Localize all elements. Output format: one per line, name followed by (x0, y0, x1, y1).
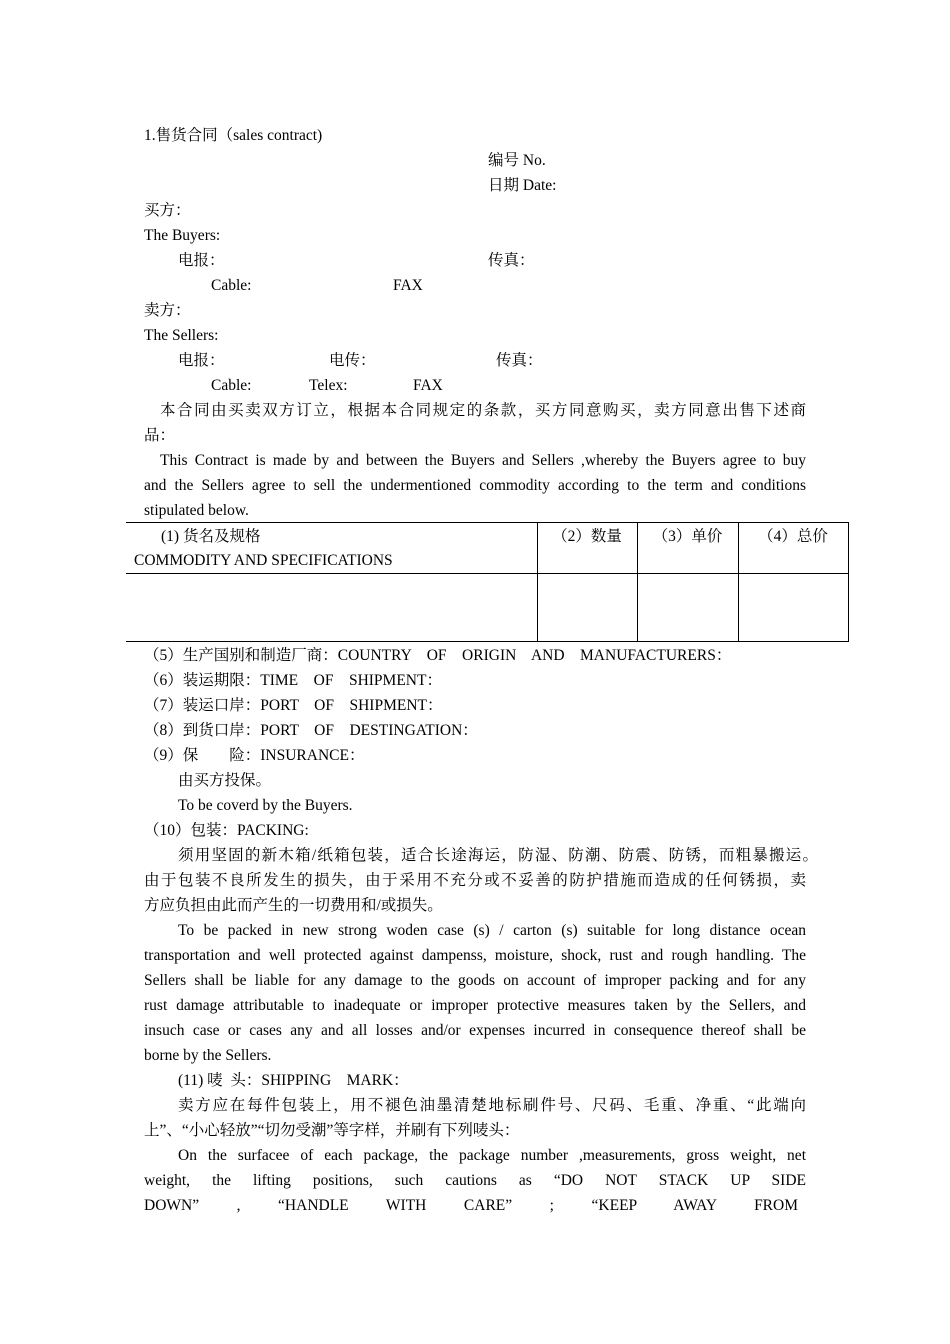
sellers-cable-en: Cable: (211, 377, 252, 394)
sellers-telegram-cn: 电报： (178, 352, 225, 369)
clause-10-cn-line-1: 须用坚固的新木箱/纸箱包装，适合长途海运，防湿、防潮、防震、防锈，而粗暴搬运。 (178, 847, 818, 864)
buyers-telegram-cn: 电报： (178, 252, 225, 269)
contract-title: 1.售货合同（sales contract) (144, 127, 323, 144)
clause-10-en-line-6: borne by the Sellers. (144, 1047, 272, 1064)
clause-10-en-line-1: To be packed in new strong woden case (s) / carton (s) suitable for long distance ocean (178, 922, 806, 939)
clause-9-text-en: To be coverd by the Buyers. (178, 797, 353, 814)
intro-en-line-2: and the Sellers agree to sell the undermentioned commodity according to the term and conditions (144, 477, 806, 494)
unit-price-header-cell (637, 523, 738, 574)
clause-8-port-destination: （8）到货口岸：PORT OF DESTINGATION： (144, 722, 478, 739)
clause-10-cn-line-2: 由于包装不良所发生的损失，由于采用不充分或不妥善的防护措施而造成的任何锈损，卖 (144, 872, 806, 889)
clause-9-text-cn: 由买方投保。 (178, 772, 272, 789)
total-price-header-cell (738, 523, 848, 574)
clause-11-en-line-2: weight, the lifting positions, such cautions as “DO NOT STACK UP SIDE (144, 1172, 806, 1189)
buyers-fax-en: FAX (393, 277, 423, 294)
contract-date-label: 日期 Date: (488, 177, 557, 194)
total-price-header: （4）总价 (758, 528, 828, 545)
clause-11-shipping-mark: (11) 唛 头：SHIPPING MARK： (178, 1072, 409, 1089)
intro-en-line-3: stipulated below. (144, 502, 249, 519)
clause-10-en-line-4: rust damage attributable to inadequate or improper protective measures taken by the Sellers, and (144, 997, 806, 1014)
sellers-fax-cn: 传真： (496, 352, 543, 369)
unit-price-cell[interactable] (637, 574, 738, 642)
commodity-table (126, 522, 849, 642)
quantity-header-cell (537, 523, 637, 574)
clause-10-en-line-5: insuch case or cases any and all losses and/or expenses incurred in consequence thereof shall be (144, 1022, 806, 1039)
sellers-label-cn: 卖方： (144, 302, 191, 319)
unit-price-header: （3）单价 (652, 528, 723, 545)
intro-cn-line-1: 本合同由买卖双方订立，根据本合同规定的条款，买方同意购买，卖方同意出售下述商 (160, 402, 806, 419)
commodity-cell[interactable] (126, 574, 537, 642)
buyers-cable-en: Cable: (211, 277, 252, 294)
clause-10-cn-line-3: 方应负担由此而产生的一切费用和/或损失。 (144, 897, 443, 914)
clause-5-origin: （5）生产国别和制造厂商：COUNTRY OF ORIGIN AND MANUFACTURERS： (144, 647, 732, 664)
sellers-label-en: The Sellers: (144, 327, 219, 344)
clause-9-insurance: （9）保 险：INSURANCE： (144, 747, 365, 764)
intro-en-line-1: This Contract is made by and between the Buyers and Sellers ,whereby the Buyers agree to buy (160, 452, 806, 469)
quantity-cell[interactable] (537, 574, 637, 642)
intro-cn-line-2: 品： (144, 427, 176, 444)
buyers-label-en: The Buyers: (144, 227, 221, 244)
clause-6-shipment-time: （6）装运期限：TIME OF SHIPMENT： (144, 672, 442, 689)
clause-11-cn-line-1: 卖方应在每件包装上，用不褪色油墨清楚地标刷件号、尺码、毛重、净重、“此端向 (178, 1097, 806, 1114)
commodity-header-cn: (1) 货名及规格 (161, 528, 261, 545)
buyers-label-cn: 买方： (144, 202, 191, 219)
clause-7-port-shipment: （7）装运口岸：PORT OF SHIPMENT： (144, 697, 443, 714)
sellers-telex-cn: 电传： (329, 352, 376, 369)
clause-11-en-line-1: On the surfacee of each package, the package number ,measurements, gross weight, net (178, 1147, 806, 1164)
quantity-header: （2）数量 (552, 528, 622, 545)
table-header-row (126, 523, 848, 574)
total-price-cell[interactable] (738, 574, 848, 642)
contract-number-label: 编号 No. (488, 152, 546, 169)
clause-10-packing: （10）包装：PACKING: (144, 822, 309, 839)
clause-11-en-line-3: DOWN” , “HANDLE WITH CARE” ; “KEEP AWAY FROM (144, 1197, 798, 1214)
table-row (126, 574, 848, 642)
commodity-header-cell (126, 523, 537, 574)
clause-10-en-line-2: transportation and well protected against dampenss, moisture, shock, rust and rough handling. The (144, 947, 806, 964)
clause-10-en-line-3: Sellers shall be liable for any damage to the goods on account of improper packing and for any (144, 972, 806, 989)
commodity-header-en: COMMODITY AND SPECIFICATIONS (134, 552, 393, 569)
buyers-fax-cn: 传真： (488, 252, 535, 269)
sellers-telex-en: Telex: (309, 377, 348, 394)
sellers-fax-en: FAX (413, 377, 443, 394)
clause-11-cn-line-2: 上”、“小心轻放”“切勿受潮”等字样，并刷有下列唛头： (144, 1122, 520, 1139)
